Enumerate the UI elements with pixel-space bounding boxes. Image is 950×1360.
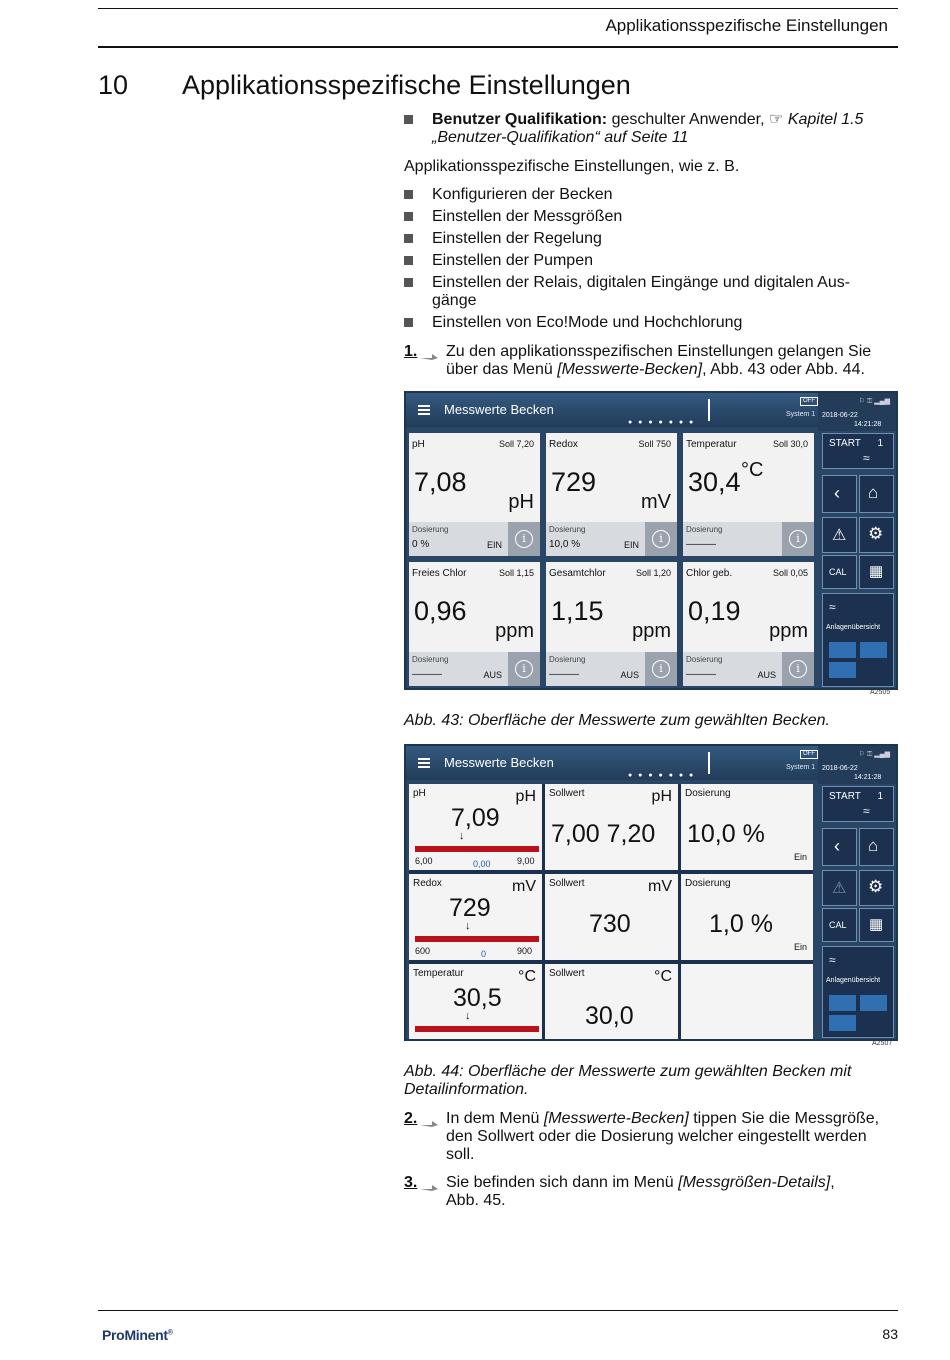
- dosing-label: Dosierung: [549, 655, 586, 664]
- list-item: Einstellen der Messgrößen: [432, 208, 623, 225]
- date: 2018-06-22: [822, 412, 858, 419]
- detail-unit: pH: [515, 788, 536, 805]
- info-icon: i: [789, 660, 807, 678]
- list-item: Einstellen von Eco!Mode und Hochchlorung: [432, 314, 743, 331]
- setpoint-label: Sollwert: [549, 788, 585, 799]
- header-rule: [98, 46, 898, 48]
- alarm-button[interactable]: [822, 870, 857, 906]
- step-3-line1-end: ,: [830, 1174, 835, 1191]
- overview-tile: [860, 642, 887, 658]
- dosing-label: Dosierung: [685, 788, 731, 799]
- dosing-label: Dosierung: [685, 878, 731, 889]
- overview-tile: [860, 995, 887, 1011]
- top-rule: [98, 8, 898, 9]
- chapter-number: 10: [98, 70, 129, 100]
- dosing-state: AUS: [757, 670, 776, 680]
- step-3-line1: Sie befinden sich dann im Menü: [446, 1174, 679, 1191]
- header-divider: [708, 752, 710, 774]
- dosing-value: ———: [686, 539, 716, 550]
- range-scale: [415, 1026, 539, 1032]
- detail-redox[interactable]: [409, 874, 542, 960]
- info-icon: i: [652, 530, 670, 548]
- setpoint-label: Sollwert: [549, 878, 585, 889]
- info-icon: i: [515, 660, 533, 678]
- tile-value: 0,19: [688, 596, 741, 626]
- datetime: [822, 411, 881, 429]
- overview-tile: [829, 1015, 856, 1031]
- step-1-line2: über das Menü: [446, 361, 558, 378]
- signal-icon: ⚐ ⚿ ▂▄▆: [858, 398, 890, 405]
- detail-unit: mV: [512, 878, 536, 895]
- off-badge: OFF: [800, 750, 818, 759]
- step-1-line1: Zu den applikationsspezifischen Einstellungen gelangen Sie: [446, 343, 872, 360]
- warning-icon: ⚠: [832, 880, 847, 897]
- start-label: START: [829, 791, 861, 802]
- tile-setpoint: Soll 30,0: [772, 439, 808, 449]
- overview-label: Anlagenübersicht: [826, 977, 881, 984]
- tile-unit: ppm: [495, 620, 534, 642]
- detail-unit: °C: [518, 968, 536, 985]
- chevron-left-icon: ‹: [834, 836, 840, 856]
- overview-tile: [829, 662, 856, 678]
- setpoint-label: Sollwert: [549, 968, 585, 979]
- list-item-continuation: gänge: [432, 292, 477, 309]
- figure-44-caption: [404, 1063, 851, 1099]
- tile-unit: °C: [741, 459, 764, 481]
- tile-unit: ppm: [769, 620, 808, 642]
- off-badge: OFF: [800, 397, 818, 406]
- range-max: 900: [517, 946, 533, 956]
- back-button[interactable]: [822, 475, 857, 513]
- range-max: 9,00: [517, 856, 535, 866]
- tile-value: 7,08: [414, 467, 467, 497]
- info-icon: i: [789, 530, 807, 548]
- tile-label: Chlor geb.: [686, 568, 733, 579]
- bullet-marker: [404, 234, 413, 243]
- settings-button[interactable]: [859, 517, 894, 553]
- step-3-line2: Abb. 45.: [446, 1192, 506, 1209]
- arrow-down-icon: ↓: [459, 830, 465, 842]
- qualification: [432, 111, 863, 129]
- overview-button[interactable]: [822, 593, 894, 687]
- back-button[interactable]: [822, 828, 857, 866]
- dosing-value: 10,0 %: [549, 539, 581, 550]
- tile-setpoint: Soll 0,05: [772, 568, 808, 578]
- step-1-text: [446, 343, 901, 379]
- dosing-label: Dosierung: [412, 655, 449, 664]
- dosing-value: ———: [412, 669, 442, 680]
- start-number: 1: [877, 438, 883, 449]
- chevron-left-icon: ‹: [834, 483, 840, 503]
- info-button[interactable]: [508, 652, 540, 686]
- qualification-link-2[interactable]: „Benutzer-Qualifikation“ auf Seite 11: [432, 129, 689, 146]
- cal-button[interactable]: [822, 908, 857, 942]
- chart-icon: ▦: [869, 563, 884, 580]
- gear-icon: ⚙: [868, 524, 884, 543]
- arrow-down-icon: ↓: [465, 920, 471, 932]
- detail-label: Redox: [413, 878, 442, 889]
- detail-dosing-ph[interactable]: [681, 784, 813, 870]
- step-number: 3.: [404, 1174, 418, 1191]
- list-item: Einstellen der Relais, digitalen Eingänge und digitalen Aus-: [432, 274, 851, 291]
- alarm-button[interactable]: [822, 517, 857, 553]
- setpoint-unit: mV: [648, 878, 672, 895]
- dosing-state: Ein: [793, 942, 807, 952]
- screen-header: [406, 393, 818, 427]
- overview-label: Anlagenübersicht: [826, 624, 881, 631]
- detail-setpoint-temperature[interactable]: [545, 964, 678, 1039]
- pool-icon: ≈: [829, 953, 836, 967]
- dosing-bar[interactable]: [409, 522, 540, 556]
- step-2-text: [446, 1110, 901, 1164]
- tile-ph[interactable]: [409, 433, 540, 556]
- cal-label: CAL: [829, 920, 847, 930]
- time: 14:21:28: [854, 421, 882, 428]
- status-area: [818, 393, 896, 431]
- dosing-label: Dosierung: [686, 525, 723, 534]
- tile-label: Redox: [549, 439, 578, 450]
- tile-unit: ppm: [632, 620, 671, 642]
- detail-setpoint-ph[interactable]: [545, 784, 678, 870]
- cal-button[interactable]: [822, 555, 857, 589]
- step-arrow-icon: [420, 350, 438, 360]
- tile-label: Freies Chlor: [412, 568, 467, 579]
- menu-reference: [Messwerte-Becken]: [557, 361, 703, 378]
- bullet-marker: [404, 256, 413, 265]
- list-item: Einstellen der Pumpen: [432, 252, 593, 269]
- page-dots: ● ● ● ● ● ● ●: [628, 419, 696, 426]
- dosing-value: 1,0 %: [709, 910, 773, 938]
- dosing-bar[interactable]: [683, 652, 814, 686]
- info-button[interactable]: [782, 652, 814, 686]
- system-label: System 1: [786, 764, 816, 771]
- setpoint-unit: pH: [651, 788, 672, 805]
- running-header: Applikationsspezifische Einstellungen: [605, 16, 888, 35]
- detail-dosing-redox[interactable]: [681, 874, 813, 960]
- info-button[interactable]: [645, 652, 677, 686]
- step-2-line3: soll.: [446, 1146, 475, 1163]
- dosing-label: Dosierung: [686, 655, 723, 664]
- overview-tile: [829, 995, 856, 1011]
- step-1-line2-end: , Abb. 43 oder Abb. 44.: [702, 361, 865, 378]
- gear-icon: ⚙: [868, 877, 884, 896]
- dosing-state: EIN: [623, 540, 639, 550]
- pool-icon: ≈: [829, 600, 836, 614]
- step-2-line1: In dem Menü: [446, 1110, 544, 1127]
- tile-combined-chlorine[interactable]: [683, 562, 814, 686]
- dosing-bar[interactable]: [546, 522, 677, 556]
- tile-unit: mV: [641, 491, 671, 513]
- range-current: 0: [481, 949, 487, 959]
- menu-reference: [Messwerte-Becken]: [543, 1110, 689, 1127]
- step-2-line2: den Sollwert oder die Dosierung welcher eingestellt werden: [446, 1128, 867, 1145]
- screen-header: [406, 746, 818, 780]
- setpoint-unit: °C: [654, 968, 672, 985]
- info-icon: i: [652, 660, 670, 678]
- system-label: System 1: [786, 411, 816, 418]
- range-current: 0,00: [473, 859, 491, 869]
- status-area: [818, 746, 896, 784]
- detail-value: 729: [449, 894, 491, 922]
- bullet-marker: [404, 318, 413, 327]
- tile-temperature[interactable]: [683, 433, 814, 556]
- header-divider: [708, 399, 710, 421]
- pool-icon: ≈: [863, 804, 870, 818]
- tile-value: 0,96: [414, 596, 467, 626]
- info-icon: i: [515, 530, 533, 548]
- chart-button[interactable]: [859, 555, 894, 589]
- tile-label: Temperatur: [686, 439, 737, 450]
- bullet-marker: [404, 212, 413, 221]
- menu-icon[interactable]: [418, 758, 430, 768]
- detail-value: 30,5: [453, 984, 502, 1012]
- step-arrow-icon: [420, 1181, 438, 1191]
- info-button[interactable]: [782, 522, 814, 556]
- screen-title: Messwerte Becken: [444, 755, 554, 770]
- logo-text: ProMinent: [102, 1327, 168, 1343]
- step-arrow-icon: [420, 1117, 438, 1127]
- prominent-logo: ProMinent®: [102, 1327, 173, 1343]
- home-icon: ⌂: [868, 483, 879, 502]
- overview-tile: [829, 642, 856, 658]
- start-button[interactable]: [822, 786, 894, 822]
- step-2-line1-end: tippen Sie die Messgröße,: [688, 1110, 880, 1127]
- qualification-link[interactable]: Kapitel 1.5: [787, 111, 864, 128]
- hand-icon: ☞: [769, 111, 784, 128]
- caption-line: Detailinformation.: [404, 1081, 529, 1098]
- range-min: 600: [415, 946, 431, 956]
- arrow-down-icon: ↓: [465, 1010, 471, 1022]
- page-dots: ● ● ● ● ● ● ●: [628, 772, 696, 779]
- caption-line: Abb. 44: Oberfläche der Messwerte zum gewählten Becken mit: [404, 1063, 852, 1080]
- screen-title: Messwerte Becken: [444, 402, 554, 417]
- figure-code: A2507: [872, 1040, 893, 1047]
- start-button[interactable]: [822, 433, 894, 469]
- detail-value: 7,09: [451, 804, 500, 832]
- qualification-label: Benutzer Qualifikation:: [432, 111, 608, 128]
- range-scale: [415, 846, 539, 852]
- intro-text: Applikationsspezifische Einstellungen, wie z. B.: [404, 158, 740, 175]
- tile-label: Gesamtchlor: [549, 568, 606, 579]
- dosing-value: ———: [549, 669, 579, 680]
- detail-label: pH: [413, 788, 426, 799]
- home-button[interactable]: [859, 828, 894, 866]
- figure-43-caption: Abb. 43: Oberfläche der Messwerte zum gewählten Becken.: [404, 712, 830, 729]
- home-icon: ⌂: [868, 836, 879, 855]
- tile-setpoint: Soll 1,15: [498, 568, 534, 578]
- detail-temperature[interactable]: [409, 964, 542, 1039]
- dosing-bar[interactable]: [546, 652, 677, 686]
- home-button[interactable]: [859, 475, 894, 513]
- pool-icon: ≈: [863, 451, 870, 465]
- signal-icon: ⚐ ⚿ ▂▄▆: [858, 751, 890, 758]
- dosing-label: Dosierung: [412, 525, 449, 534]
- dosing-state: AUS: [483, 670, 502, 680]
- list-item: Konfigurieren der Becken: [432, 186, 613, 203]
- figure-44-screen: [404, 744, 898, 1041]
- detail-grid: [409, 784, 813, 1039]
- detail-label: Temperatur: [413, 968, 464, 979]
- dosing-value: 0 %: [412, 539, 430, 550]
- range-min: 6,00: [415, 856, 433, 866]
- tile-total-chlorine[interactable]: [546, 562, 677, 686]
- setpoint-value: 7,00 7,20: [551, 820, 656, 848]
- step-number: 1.: [404, 343, 418, 360]
- step-number: 2.: [404, 1110, 418, 1127]
- dosing-value: 10,0 %: [687, 820, 765, 848]
- menu-icon[interactable]: [418, 405, 430, 415]
- overview-button[interactable]: [822, 946, 894, 1038]
- detail-empty: [681, 964, 813, 1039]
- detail-ph[interactable]: [409, 784, 542, 870]
- warning-icon: ⚠: [832, 527, 847, 544]
- dosing-label: Dosierung: [549, 525, 586, 534]
- cal-label: CAL: [829, 567, 847, 577]
- setpoint-value: 30,0: [585, 1002, 634, 1030]
- list-item: Einstellen der Regelung: [432, 230, 602, 247]
- footer-rule: [98, 1310, 898, 1311]
- time: 14:21:28: [854, 774, 882, 781]
- tile-redox[interactable]: [546, 433, 677, 556]
- info-button[interactable]: [645, 522, 677, 556]
- bullet-marker: [404, 190, 413, 199]
- page-number: 83: [882, 1326, 898, 1342]
- tile-value: 1,15: [551, 596, 604, 626]
- dosing-state: EIN: [486, 540, 502, 550]
- tile-free-chlorine[interactable]: [409, 562, 540, 686]
- dosing-state: Ein: [793, 852, 807, 862]
- step-3-text: [446, 1174, 901, 1210]
- menu-reference: [Messgrößen-Details]: [678, 1174, 831, 1191]
- datetime: [822, 764, 881, 782]
- dosing-value: ———: [686, 669, 716, 680]
- info-button[interactable]: [508, 522, 540, 556]
- tile-setpoint: Soll 750: [638, 439, 671, 449]
- tile-value: 30,4: [688, 467, 741, 497]
- chart-button[interactable]: [859, 908, 894, 942]
- dosing-bar[interactable]: [683, 522, 814, 556]
- setpoint-value: 730: [589, 910, 631, 938]
- detail-setpoint-redox[interactable]: [545, 874, 678, 960]
- start-label: START: [829, 438, 861, 449]
- bullet-marker: [404, 115, 413, 124]
- tile-unit: pH: [508, 491, 534, 513]
- figure-43-screen: [404, 391, 898, 690]
- dosing-bar[interactable]: [409, 652, 540, 686]
- tile-setpoint: Soll 7,20: [498, 439, 534, 449]
- chart-icon: ▦: [869, 916, 884, 933]
- settings-button[interactable]: [859, 870, 894, 906]
- range-scale: [415, 936, 539, 942]
- date: 2018-06-22: [822, 765, 858, 772]
- chapter-title: Applikationsspezifische Einstellungen: [182, 70, 631, 100]
- tile-setpoint: Soll 1,20: [635, 568, 671, 578]
- tile-value: 729: [551, 467, 597, 497]
- figure-code: A2505: [870, 689, 891, 696]
- start-number: 1: [877, 791, 883, 802]
- bullet-marker: [404, 278, 413, 287]
- qualification-text: geschulter Anwender,: [611, 111, 765, 128]
- tile-label: pH: [412, 439, 425, 450]
- dosing-state: AUS: [620, 670, 639, 680]
